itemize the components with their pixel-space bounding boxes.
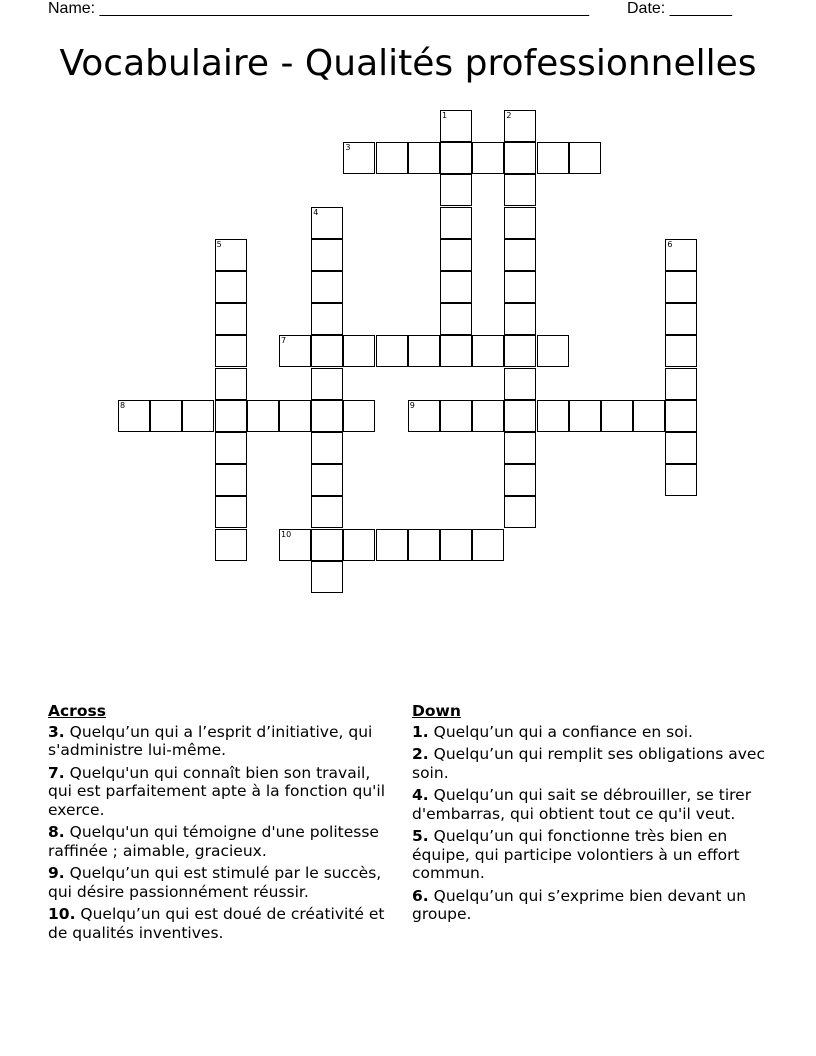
grid-cell[interactable]	[537, 335, 569, 367]
clue-down-6	[412, 887, 774, 924]
grid-cell[interactable]	[504, 142, 536, 174]
grid-cell[interactable]	[343, 335, 375, 367]
grid-cell[interactable]	[311, 432, 343, 464]
grid-cell[interactable]	[504, 110, 536, 142]
grid-cell[interactable]	[311, 561, 343, 593]
grid-cell[interactable]	[215, 464, 247, 496]
grid-cell[interactable]	[472, 335, 504, 367]
grid-cell[interactable]	[665, 303, 697, 335]
grid-cell[interactable]	[311, 207, 343, 239]
clue-number: 5.	[412, 827, 429, 845]
date-field: Date: _______	[627, 0, 732, 17]
grid-cell[interactable]	[408, 400, 440, 432]
grid-cell[interactable]	[215, 239, 247, 271]
grid-cell[interactable]	[440, 335, 472, 367]
clue-text: Quelqu’un qui fonctionne très bien en équipe, qui participe volontiers à un effort commun.	[412, 827, 740, 882]
grid-cell[interactable]	[376, 335, 408, 367]
clue-number-label: 5	[216, 239, 222, 249]
grid-cell[interactable]	[504, 239, 536, 271]
grid-cell[interactable]	[440, 207, 472, 239]
clue-number: 9.	[48, 864, 65, 882]
grid-cell[interactable]	[633, 400, 665, 432]
grid-cell[interactable]	[537, 400, 569, 432]
clue-number-label: 9	[409, 400, 415, 410]
grid-cell[interactable]	[665, 368, 697, 400]
clue-across-9	[48, 864, 398, 901]
clue-text: Quelqu’un qui est doué de créativité et de qualités inventives.	[48, 905, 385, 942]
clue-text: Quelqu’un qui remplit ses obligations avec soin.	[412, 745, 765, 782]
grid-cell[interactable]	[665, 432, 697, 464]
clue-across-7	[48, 764, 398, 820]
grid-cell[interactable]	[504, 303, 536, 335]
clue-number: 4.	[412, 786, 429, 804]
grid-cell[interactable]	[150, 400, 182, 432]
clue-number-label: 2	[506, 111, 512, 120]
grid-cell[interactable]	[343, 529, 375, 561]
down-clues	[412, 702, 774, 928]
across-clues	[48, 702, 398, 946]
clue-number-label: 6	[667, 239, 673, 249]
grid-cell[interactable]	[408, 142, 440, 174]
grid-cell[interactable]	[311, 239, 343, 271]
grid-cell[interactable]	[311, 271, 343, 303]
clue-text: Quelqu'un qui connaît bien son travail, qui est parfaitement apte à la fonction qu'il exerce.	[48, 763, 386, 819]
grid-cell[interactable]	[440, 110, 472, 142]
grid-cell[interactable]	[215, 335, 247, 367]
clue-text: Quelqu’un qui est stimulé par le succès, qui désire passionnément réussir.	[48, 864, 382, 901]
grid-cell[interactable]	[440, 400, 472, 432]
clue-number: 10.	[48, 905, 76, 923]
grid-cell[interactable]	[311, 400, 343, 432]
grid-cell[interactable]	[569, 142, 601, 174]
grid-cell[interactable]	[215, 529, 247, 561]
grid-cell[interactable]	[504, 174, 536, 206]
grid-cell[interactable]	[665, 271, 697, 303]
across-heading: Across	[48, 702, 106, 720]
grid-cell[interactable]	[215, 400, 247, 432]
grid-cell[interactable]	[215, 496, 247, 528]
grid-cell[interactable]	[215, 303, 247, 335]
grid-cell[interactable]	[215, 368, 247, 400]
grid-cell[interactable]	[343, 400, 375, 432]
down-heading: Down	[412, 702, 461, 720]
grid-cell[interactable]	[440, 239, 472, 271]
grid-cell[interactable]	[504, 335, 536, 367]
clue-number: 6.	[412, 886, 429, 905]
clue-down-5	[412, 827, 774, 883]
clue-number-label: 8	[120, 400, 126, 410]
grid-cell[interactable]	[537, 142, 569, 174]
grid-cell[interactable]	[440, 142, 472, 174]
grid-cell[interactable]	[376, 142, 408, 174]
clue-down-2	[412, 745, 774, 782]
name-field: Name: _______________________________________________________	[48, 0, 589, 17]
page-title: Vocabulaire - Qualités professionnelles	[59, 43, 757, 84]
grid-cell[interactable]	[311, 303, 343, 335]
grid-cell[interactable]	[215, 271, 247, 303]
grid-cell[interactable]	[665, 400, 697, 432]
grid-cell[interactable]	[504, 400, 536, 432]
grid-cell[interactable]	[279, 529, 311, 561]
grid-cell[interactable]	[569, 400, 601, 432]
grid-cell[interactable]	[665, 239, 697, 271]
clue-down-4	[412, 786, 774, 823]
grid-cell[interactable]	[247, 400, 279, 432]
grid-cell[interactable]	[118, 400, 150, 432]
clue-number-label: 10	[281, 529, 292, 539]
clue-text: Quelqu’un qui s’exprime bien devant un groupe.	[412, 886, 747, 923]
grid-cell[interactable]	[472, 400, 504, 432]
grid-cell[interactable]	[215, 432, 247, 464]
clue-text: Quelqu'un qui témoigne d'une politesse raffinée ; aimable, gracieux.	[48, 823, 379, 860]
grid-cell[interactable]	[440, 303, 472, 335]
clue-across-8	[48, 823, 398, 860]
grid-cell[interactable]	[440, 271, 472, 303]
clue-across-10	[48, 905, 398, 942]
grid-cell[interactable]	[504, 271, 536, 303]
clue-number: 3.	[48, 722, 65, 741]
grid-cell[interactable]	[182, 400, 214, 432]
grid-cell[interactable]	[504, 496, 536, 528]
clue-number: 8.	[48, 823, 65, 841]
grid-cell[interactable]	[311, 464, 343, 496]
clue-number: 1.	[412, 722, 429, 741]
grid-cell[interactable]	[311, 529, 343, 561]
clue-text: Quelqu’un qui a l’esprit d’initiative, qui s'administre lui-même.	[48, 722, 373, 759]
grid-cell[interactable]	[279, 335, 311, 367]
grid-cell[interactable]	[665, 335, 697, 367]
clue-text: Quelqu’un qui a confiance en soi.	[433, 722, 693, 741]
clue-number-label: 1	[442, 111, 448, 120]
grid-cell[interactable]	[504, 207, 536, 239]
grid-cell[interactable]	[311, 335, 343, 367]
grid-cell[interactable]	[311, 368, 343, 400]
grid-cell[interactable]	[343, 142, 375, 174]
grid-cell[interactable]	[504, 368, 536, 400]
grid-cell[interactable]	[311, 496, 343, 528]
grid-cell[interactable]	[665, 464, 697, 496]
grid-cell[interactable]	[408, 529, 440, 561]
clue-down-1	[412, 723, 774, 742]
clue-text: Quelqu’un qui sait se débrouiller, se tirer d'embarras, qui obtient tout ce qu'il veut.	[412, 786, 752, 823]
grid-cell[interactable]	[472, 529, 504, 561]
clue-number-label: 3	[345, 143, 351, 153]
grid-cell[interactable]	[440, 174, 472, 206]
clue-number: 2.	[412, 745, 429, 763]
grid-cell[interactable]	[504, 464, 536, 496]
grid-cell[interactable]	[279, 400, 311, 432]
grid-cell[interactable]	[376, 529, 408, 561]
clue-across-3	[48, 723, 398, 760]
grid-cell[interactable]	[440, 529, 472, 561]
clue-number: 7.	[48, 763, 65, 782]
clue-number-label: 4	[313, 207, 319, 217]
grid-cell[interactable]	[601, 400, 633, 432]
grid-cell[interactable]	[504, 432, 536, 464]
grid-cell[interactable]	[408, 335, 440, 367]
clue-number-label: 7	[281, 336, 287, 346]
grid-cell[interactable]	[472, 142, 504, 174]
